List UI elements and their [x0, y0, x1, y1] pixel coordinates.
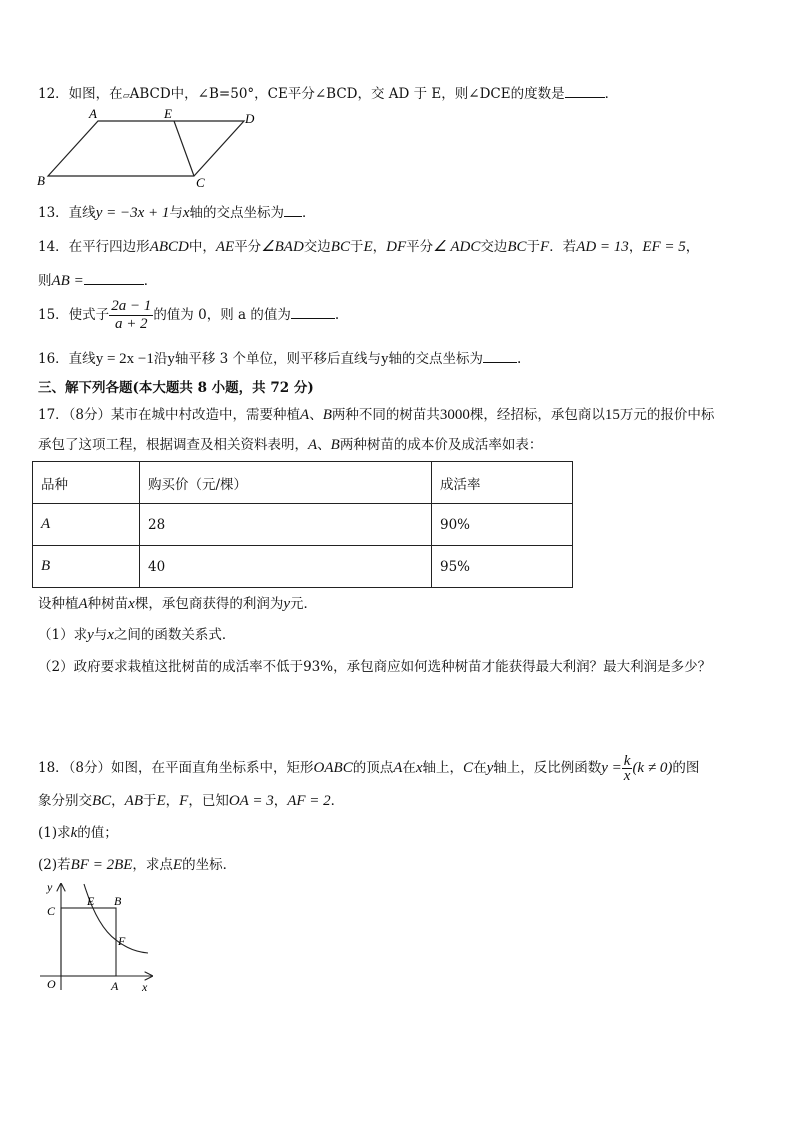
- q14-ef-eq: EF = 5: [642, 239, 686, 255]
- q17-t1: 17．（8分）某市在城中村改造中，需要种植: [38, 407, 301, 423]
- q16-prefix: 16．直线: [38, 351, 96, 367]
- question-17-part-2: （2）政府要求栽植这批树苗的成活率不低于93%，承包商应如何选种树苗才能获得最大利润？最大利润是多少？: [38, 659, 712, 675]
- q14-t5: 于: [349, 239, 364, 255]
- answer-blank-16[interactable]: [483, 348, 517, 363]
- question-14-line-1: [38, 238, 699, 256]
- cell-survival-b: 95%: [432, 546, 573, 588]
- label-x: x: [142, 980, 148, 994]
- parallelogram-symbol: ▱: [122, 91, 130, 101]
- cell-variety-b: B: [33, 546, 140, 588]
- label-a: A: [89, 106, 97, 121]
- q15-prefix: 15．使式子: [38, 307, 110, 323]
- q18-p2-t1: (2)若: [38, 857, 71, 873]
- question-13-text: [38, 202, 316, 222]
- q13-body: 轴的交点坐标为: [189, 205, 285, 221]
- q16-equation: y = 2x −1: [95, 351, 154, 367]
- q16-var: y: [167, 351, 175, 367]
- q15-fraction: [109, 298, 153, 333]
- q17-price: 15: [604, 407, 620, 423]
- q18-func-fraction: [622, 754, 633, 783]
- q12-end: ．: [604, 86, 619, 102]
- q17-t11: 棵，承包商获得的利润为: [134, 596, 284, 612]
- q14-df: DF: [386, 239, 407, 255]
- q17-t3: 两种不同的树苗共: [331, 407, 440, 423]
- table-row: [33, 546, 573, 588]
- q17-b2: B: [330, 437, 340, 453]
- q15-body: 的值为 0，则 a 的值为: [153, 307, 291, 323]
- q18-ab: AB: [124, 793, 143, 809]
- coordinate-diagram: [32, 878, 162, 998]
- q14-t9: 于: [526, 239, 541, 255]
- q14-t6: ，: [372, 239, 387, 255]
- q17-p1-t2: 与: [93, 627, 108, 643]
- question-12-text: [38, 83, 618, 105]
- q18-y: y: [486, 760, 494, 776]
- question-17-line-2: [38, 436, 542, 454]
- q18-a: A: [393, 760, 403, 776]
- q14-bc2: BC: [507, 239, 527, 255]
- q14-ae: AE: [215, 239, 235, 255]
- q17-t8: 两种树苗的成本价及成活率如表：: [339, 437, 543, 453]
- q17-t10: 种树苗: [87, 596, 129, 612]
- q17-p1-t1: （1）求: [38, 627, 88, 643]
- q18-p2-eq: BF = 2BE: [70, 857, 133, 873]
- q13-var: x: [182, 205, 190, 221]
- q18-af-eq: AF = 2: [287, 793, 331, 809]
- q17-t6: 承包了这项工程，根据调查及相关资料表明，: [38, 437, 308, 453]
- q14-t1: 14．在平行四边形: [38, 239, 150, 255]
- q18-t4: 轴上，: [422, 760, 464, 776]
- section-3-heading: 三、解下列各题(本大题共 8 小题，共 72 分): [38, 380, 314, 396]
- q17-p1-t3: 之间的函数关系式．: [113, 627, 236, 643]
- q17-a2: A: [308, 437, 318, 453]
- answer-blank-12[interactable]: [565, 83, 605, 98]
- q18-t10: 于: [143, 793, 157, 809]
- q14-ad-eq: AD = 13: [576, 239, 629, 255]
- cell-price-b: 40: [140, 546, 432, 588]
- q16-t2: 轴平移 3 个单位，则平移后直线与: [174, 351, 382, 367]
- q14-t11: ，: [628, 239, 643, 255]
- label-b: B: [37, 173, 45, 188]
- q14-t13: 则: [38, 273, 52, 289]
- q18-p2-e: E: [172, 857, 183, 873]
- label-e: E: [87, 894, 95, 908]
- q18-f: F: [179, 793, 189, 809]
- q18-e: E: [156, 793, 166, 809]
- answer-blank-15[interactable]: [291, 304, 335, 319]
- q18-t7: 的图: [672, 760, 700, 776]
- q18-p1-t2: 的值；: [77, 825, 118, 841]
- q13-equation: y = −3x + 1: [95, 205, 170, 221]
- q17-p1-x: x: [107, 627, 114, 643]
- header-variety: 品种: [33, 462, 140, 504]
- q18-t8: 象分别交: [38, 793, 92, 809]
- q16-t1: 沿: [153, 351, 168, 367]
- segment-ce: [174, 121, 194, 176]
- q13-end: ．: [302, 205, 316, 221]
- q17-t2: 、: [309, 407, 323, 423]
- q12-body: ABCD中，∠B=50°，CE平分∠BCD，交 AD 于 E，则∠DCE的度数是: [129, 86, 565, 102]
- q14-t4: 交边: [303, 239, 331, 255]
- q18-func-num: k: [623, 753, 631, 769]
- table-row: [33, 504, 573, 546]
- q16-end: .: [517, 351, 522, 367]
- table-header-row: [33, 462, 573, 504]
- q18-t13: ，: [273, 793, 288, 809]
- q18-x: x: [415, 760, 423, 776]
- q18-p1-k: k: [70, 825, 78, 841]
- parallelogram-diagram: [32, 104, 262, 192]
- q17-t4: 棵，经招标，承包商以: [469, 407, 605, 423]
- q14-f: F: [540, 239, 550, 255]
- q17-a3: A: [78, 596, 88, 612]
- q18-t14: ．: [330, 793, 345, 809]
- q17-t9: 设种植: [38, 596, 79, 612]
- label-c: C: [47, 904, 56, 918]
- q14-adc: ∠ ADC: [433, 239, 481, 255]
- q14-t7: 平分: [406, 239, 434, 255]
- question-18-part-2: [38, 856, 236, 874]
- question-16-text: [38, 348, 521, 368]
- q14-t3: 平分: [234, 239, 262, 255]
- answer-blank-13[interactable]: [284, 202, 302, 217]
- label-f: F: [118, 934, 126, 948]
- question-17-line-1: [38, 406, 714, 424]
- q18-func-lhs: y =: [601, 760, 622, 776]
- answer-blank-14[interactable]: [84, 270, 144, 285]
- q14-t8: 交边: [480, 239, 508, 255]
- q18-func-cond: (k ≠ 0): [632, 760, 673, 776]
- header-survival: 成活率: [432, 462, 573, 504]
- header-price: 购买价（元/棵）: [140, 462, 432, 504]
- q14-bad: ∠BAD: [261, 239, 304, 255]
- q18-t2: 的顶点: [352, 760, 394, 776]
- question-17-line-3: [38, 595, 317, 613]
- question-17-part-1: [38, 626, 235, 644]
- label-a: A: [111, 979, 119, 993]
- q18-t3: 在: [402, 760, 416, 776]
- parallelogram-abcd: [48, 121, 244, 176]
- q18-t9: ，: [111, 793, 125, 809]
- question-14-line-2: [38, 270, 157, 290]
- q18-t11: ，: [165, 793, 180, 809]
- cell-price-a: 28: [140, 504, 432, 546]
- label-e: E: [164, 106, 172, 121]
- q18-func-den: x: [623, 768, 631, 784]
- rectangle-oabc: [61, 908, 116, 976]
- q18-t12: ，已知: [188, 793, 229, 809]
- q17-x: x: [128, 596, 135, 612]
- question-15-text: [38, 296, 339, 334]
- q18-p1-t1: (1)求: [38, 825, 71, 841]
- q18-p2-t3: 的坐标．: [182, 857, 237, 873]
- q14-bc1: BC: [330, 239, 350, 255]
- q18-oabc: OABC: [313, 760, 353, 776]
- q14-end: ．: [143, 273, 158, 289]
- q17-p1-y: y: [87, 627, 94, 643]
- question-18-line-2: [38, 792, 344, 810]
- q18-t1: 18．（8分）如图，在平面直角坐标系中，矩形: [38, 760, 314, 776]
- seedling-table: [32, 461, 573, 588]
- q15-end: .: [334, 307, 340, 323]
- q14-e: E: [363, 239, 373, 255]
- q16-t3: 轴的交点坐标为: [388, 351, 484, 367]
- q15-denominator: a + 2: [114, 316, 148, 332]
- q14-ab-eq: AB =: [51, 273, 84, 289]
- q12-prefix: 12．如图，在: [38, 86, 123, 102]
- q18-p2-t2: ，求点: [132, 857, 173, 873]
- q18-t5: 在: [473, 760, 487, 776]
- q17-y: y: [283, 596, 291, 612]
- q18-c: C: [463, 760, 474, 776]
- label-o: O: [47, 977, 56, 991]
- q17-t12: 元．: [290, 596, 318, 612]
- q17-b: B: [322, 407, 332, 423]
- q13-prefix: 13．直线: [38, 205, 96, 221]
- q17-t7: 、: [317, 437, 331, 453]
- q18-t6: 轴上，反比例函数: [493, 760, 602, 776]
- q18-bc: BC: [92, 793, 112, 809]
- question-18-line-1: [38, 748, 699, 788]
- q15-numerator: 2a − 1: [111, 298, 152, 314]
- label-y: y: [47, 880, 53, 894]
- cell-variety-a: A: [33, 504, 140, 546]
- label-d: D: [245, 111, 255, 126]
- q16-var2: y: [381, 351, 389, 367]
- q14-t10: ．若: [549, 239, 577, 255]
- q14-abcd: ABCD: [149, 239, 189, 255]
- q13-mid: 与: [169, 205, 183, 221]
- q17-t5: 万元的报价中标: [619, 407, 715, 423]
- q17-count: 3000: [439, 407, 470, 423]
- question-18-part-1: [38, 824, 118, 842]
- cell-survival-a: 90%: [432, 504, 573, 546]
- label-c: C: [196, 175, 205, 190]
- q18-oa-eq: OA = 3: [228, 793, 274, 809]
- q14-t12: ，: [685, 239, 700, 255]
- label-b: B: [114, 894, 122, 908]
- q17-a: A: [300, 407, 310, 423]
- q14-t2: 中，: [188, 239, 216, 255]
